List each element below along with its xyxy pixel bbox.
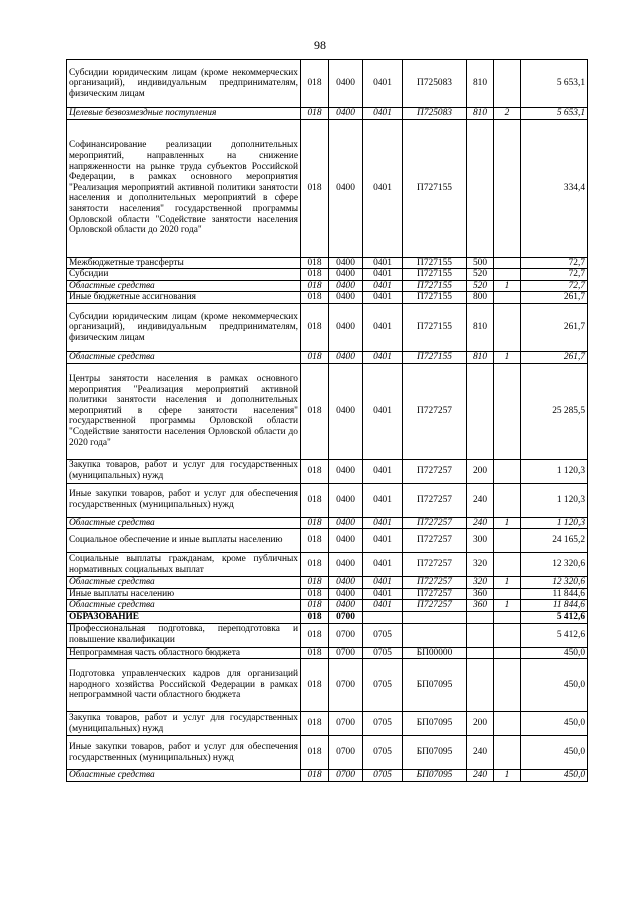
row-name-cell: Софинансирование реализации дополнительных мероприятий, направленных на снижение напряженности на рынке труда субъектов Российской Федерации, в рамках основного мероприятия "Реализация мероприятий активной политики занятости населения и дополнительных мероприятий в сфере занятости населения" государственной программы Орловской области "Содействие занятости населения Орловской области до 2020 года" [67,119,301,257]
row-source-cell [494,257,521,269]
row-amount-cell: 261,7 [521,292,588,304]
row-amount-cell: 72,7 [521,269,588,281]
row-name-cell: Иные закупки товаров, работ и услуг для обеспечения государственных (муниципальных) нужд [67,483,301,517]
row-kind-cell: 810 [467,60,494,108]
row-name-cell: Подготовка управленческих кадров для организаций народного хозяйства Российской Федерации в рамках непрограммной части областного бюджета [67,659,301,712]
row-subsection-cell: 0401 [363,108,403,120]
row-ministry-cell: 018 [301,108,329,120]
row-source-cell [494,712,521,736]
row-ministry-cell: 018 [301,517,329,529]
row-source-cell: 1 [494,600,521,612]
row-section-cell: 0700 [329,770,363,782]
row-subsection-cell: 0705 [363,623,403,647]
row-ministry-cell: 018 [301,363,329,459]
table-row [67,269,588,281]
row-name-cell: Закупка товаров, работ и услуг для государственных (муниципальных) нужд [67,712,301,736]
row-section-cell: 0400 [329,483,363,517]
row-section-cell: 0700 [329,659,363,712]
row-subsection-cell: 0401 [363,577,403,589]
row-target-cell: П727257 [403,577,467,589]
row-kind-cell: 360 [467,588,494,600]
table-row [67,483,588,517]
row-subsection-cell: 0401 [363,588,403,600]
row-ministry-cell: 018 [301,303,329,351]
row-section-cell: 0400 [329,600,363,612]
row-target-cell: П727155 [403,292,467,304]
row-kind-cell: 240 [467,770,494,782]
row-source-cell [494,647,521,659]
row-subsection-cell: 0401 [363,600,403,612]
row-amount-cell: 12 320,6 [521,553,588,577]
row-section-cell: 0400 [329,529,363,553]
row-ministry-cell: 018 [301,611,329,623]
row-ministry-cell: 018 [301,712,329,736]
table-row [67,108,588,120]
row-amount-cell: 25 285,5 [521,363,588,459]
row-subsection-cell: 0705 [363,736,403,770]
row-section-cell: 0400 [329,269,363,281]
table-row [67,553,588,577]
row-name-cell: Субсидии юридическим лицам (кроме некоммерческих организаций), индивидуальным предпринимателям, физическим лицам [67,303,301,351]
table-row [67,303,588,351]
row-kind-cell: 240 [467,736,494,770]
row-source-cell [494,659,521,712]
row-ministry-cell: 018 [301,736,329,770]
row-target-cell: БП07095 [403,659,467,712]
row-target-cell [403,611,467,623]
row-amount-cell: 1 120,3 [521,459,588,483]
table-row [67,736,588,770]
table-row [67,647,588,659]
row-target-cell: БП07095 [403,712,467,736]
row-ministry-cell: 018 [301,292,329,304]
row-ministry-cell: 018 [301,351,329,363]
row-name-cell: Центры занятости населения в рамках основного мероприятия "Реализация мероприятий активной политики занятости населения и дополнительных мероприятий в сфере занятости населения" государственной программы Орловской области "Содействие занятости населения Орловской области до 2020 года" [67,363,301,459]
row-name-cell: Непрограммная часть областного бюджета [67,647,301,659]
table-row [67,257,588,269]
row-kind-cell: 810 [467,108,494,120]
row-target-cell: БП07095 [403,770,467,782]
row-source-cell [494,529,521,553]
row-amount-cell: 450,0 [521,647,588,659]
row-kind-cell: 200 [467,712,494,736]
row-name-cell: Областные средства [67,577,301,589]
row-ministry-cell: 018 [301,600,329,612]
row-section-cell: 0400 [329,577,363,589]
row-section-cell: 0400 [329,280,363,292]
row-amount-cell: 450,0 [521,659,588,712]
row-amount-cell: 5 653,1 [521,60,588,108]
row-target-cell: П727155 [403,280,467,292]
row-kind-cell: 520 [467,280,494,292]
row-source-cell [494,60,521,108]
row-subsection-cell: 0401 [363,363,403,459]
budget-table [66,59,588,782]
row-source-cell: 1 [494,577,521,589]
row-kind-cell [467,647,494,659]
row-target-cell: П727155 [403,119,467,257]
row-amount-cell: 11 844,6 [521,588,588,600]
row-ministry-cell: 018 [301,553,329,577]
row-target-cell: БП07095 [403,736,467,770]
row-subsection-cell: 0705 [363,712,403,736]
row-name-cell: Социальное обеспечение и иные выплаты населению [67,529,301,553]
row-source-cell: 1 [494,280,521,292]
row-subsection-cell: 0705 [363,770,403,782]
table-row [67,529,588,553]
row-kind-cell: 240 [467,483,494,517]
row-name-cell: Закупка товаров, работ и услуг для государственных (муниципальных) нужд [67,459,301,483]
table-row [67,588,588,600]
row-section-cell: 0400 [329,60,363,108]
row-source-cell [494,292,521,304]
row-kind-cell: 810 [467,303,494,351]
row-subsection-cell: 0705 [363,647,403,659]
row-section-cell: 0400 [329,257,363,269]
table-row [67,770,588,782]
row-name-cell: Областные средства [67,600,301,612]
row-kind-cell: 320 [467,553,494,577]
row-source-cell [494,623,521,647]
row-kind-cell: 810 [467,351,494,363]
row-target-cell: П727155 [403,351,467,363]
row-ministry-cell: 018 [301,459,329,483]
row-source-cell: 1 [494,351,521,363]
row-subsection-cell: 0705 [363,659,403,712]
row-target-cell: БП00000 [403,647,467,659]
row-name-cell: Областные средства [67,770,301,782]
row-section-cell: 0700 [329,736,363,770]
row-amount-cell: 450,0 [521,736,588,770]
row-section-cell: 0700 [329,647,363,659]
table-row [67,351,588,363]
row-target-cell: П727257 [403,459,467,483]
row-source-cell [494,736,521,770]
row-ministry-cell: 018 [301,647,329,659]
row-target-cell: П727257 [403,529,467,553]
row-source-cell [494,363,521,459]
row-section-cell: 0400 [329,292,363,304]
row-name-cell: ОБРАЗОВАНИЕ [67,611,301,623]
row-name-cell: Областные средства [67,280,301,292]
row-subsection-cell: 0401 [363,483,403,517]
row-target-cell: П727257 [403,363,467,459]
row-target-cell: П727155 [403,257,467,269]
row-amount-cell: 261,7 [521,351,588,363]
table-row [67,292,588,304]
row-source-cell [494,588,521,600]
row-section-cell: 0700 [329,712,363,736]
row-amount-cell: 12 320,6 [521,577,588,589]
row-amount-cell: 5 653,1 [521,108,588,120]
row-amount-cell: 261,7 [521,303,588,351]
row-amount-cell: 1 120,3 [521,483,588,517]
row-kind-cell [467,119,494,257]
row-kind-cell [467,611,494,623]
row-name-cell: Областные средства [67,517,301,529]
row-subsection-cell: 0401 [363,351,403,363]
row-ministry-cell: 018 [301,770,329,782]
row-kind-cell: 320 [467,577,494,589]
row-subsection-cell: 0401 [363,303,403,351]
row-ministry-cell: 018 [301,119,329,257]
row-subsection-cell: 0401 [363,459,403,483]
row-amount-cell: 1 120,3 [521,517,588,529]
row-section-cell: 0400 [329,517,363,529]
row-subsection-cell: 0401 [363,269,403,281]
row-amount-cell: 450,0 [521,770,588,782]
row-source-cell: 1 [494,770,521,782]
row-name-cell: Межбюджетные трансферты [67,257,301,269]
row-section-cell: 0400 [329,363,363,459]
row-source-cell [494,483,521,517]
row-section-cell: 0400 [329,459,363,483]
row-ministry-cell: 018 [301,257,329,269]
row-ministry-cell: 018 [301,529,329,553]
row-amount-cell: 450,0 [521,712,588,736]
row-ministry-cell: 018 [301,483,329,517]
row-kind-cell: 500 [467,257,494,269]
table-row [67,577,588,589]
table-row [67,712,588,736]
row-kind-cell: 240 [467,517,494,529]
row-target-cell: П727257 [403,600,467,612]
row-section-cell: 0400 [329,351,363,363]
row-target-cell: П727257 [403,588,467,600]
row-section-cell: 0700 [329,623,363,647]
table-row [67,60,588,108]
row-name-cell: Профессиональная подготовка, переподготовка и повышение квалификации [67,623,301,647]
row-source-cell: 1 [494,517,521,529]
row-name-cell: Субсидии [67,269,301,281]
table-row [67,119,588,257]
row-name-cell: Иные закупки товаров, работ и услуг для обеспечения государственных (муниципальных) нужд [67,736,301,770]
row-ministry-cell: 018 [301,577,329,589]
row-target-cell: П727155 [403,269,467,281]
row-target-cell: П727257 [403,553,467,577]
row-amount-cell: 11 844,6 [521,600,588,612]
row-source-cell [494,303,521,351]
table-row [67,623,588,647]
row-target-cell [403,623,467,647]
row-source-cell [494,553,521,577]
row-section-cell: 0400 [329,108,363,120]
table-row [67,611,588,623]
row-subsection-cell: 0401 [363,280,403,292]
row-section-cell: 0400 [329,553,363,577]
row-name-cell: Субсидии юридическим лицам (кроме некоммерческих организаций), индивидуальным предпринимателям, физическим лицам [67,60,301,108]
row-name-cell: Социальные выплаты гражданам, кроме публичных нормативных социальных выплат [67,553,301,577]
row-ministry-cell: 018 [301,60,329,108]
table-row [67,280,588,292]
row-target-cell: П727257 [403,483,467,517]
row-ministry-cell: 018 [301,588,329,600]
row-target-cell: П725083 [403,60,467,108]
row-target-cell: П727155 [403,303,467,351]
row-source-cell [494,119,521,257]
row-ministry-cell: 018 [301,623,329,647]
row-subsection-cell: 0401 [363,60,403,108]
row-source-cell [494,459,521,483]
row-ministry-cell: 018 [301,659,329,712]
row-source-cell: 2 [494,108,521,120]
row-amount-cell: 24 165,2 [521,529,588,553]
row-subsection-cell: 0401 [363,517,403,529]
row-subsection-cell: 0401 [363,257,403,269]
row-name-cell: Иные бюджетные ассигнования [67,292,301,304]
row-kind-cell: 520 [467,269,494,281]
row-name-cell: Областные средства [67,351,301,363]
row-kind-cell: 360 [467,600,494,612]
row-source-cell [494,269,521,281]
table-row [67,517,588,529]
row-kind-cell [467,623,494,647]
table-row [67,363,588,459]
row-kind-cell: 300 [467,529,494,553]
row-subsection-cell: 0401 [363,119,403,257]
row-section-cell: 0400 [329,303,363,351]
row-section-cell: 0700 [329,611,363,623]
table-row [67,659,588,712]
row-amount-cell: 72,7 [521,257,588,269]
table-row [67,459,588,483]
row-name-cell: Иные выплаты населению [67,588,301,600]
row-subsection-cell: 0401 [363,553,403,577]
row-target-cell: П725083 [403,108,467,120]
table-row [67,600,588,612]
row-kind-cell [467,363,494,459]
row-kind-cell [467,659,494,712]
row-amount-cell: 5 412,6 [521,623,588,647]
row-source-cell [494,611,521,623]
row-amount-cell: 334,4 [521,119,588,257]
row-kind-cell: 200 [467,459,494,483]
row-subsection-cell: 0401 [363,529,403,553]
row-amount-cell: 72,7 [521,280,588,292]
row-section-cell: 0400 [329,119,363,257]
row-subsection-cell: 0401 [363,292,403,304]
row-target-cell: П727257 [403,517,467,529]
page-number: 98 [314,38,326,52]
row-amount-cell: 5 412,6 [521,611,588,623]
row-name-cell: Целевые безвозмездные поступления [67,108,301,120]
row-section-cell: 0400 [329,588,363,600]
row-kind-cell: 800 [467,292,494,304]
row-subsection-cell [363,611,403,623]
row-ministry-cell: 018 [301,280,329,292]
row-ministry-cell: 018 [301,269,329,281]
